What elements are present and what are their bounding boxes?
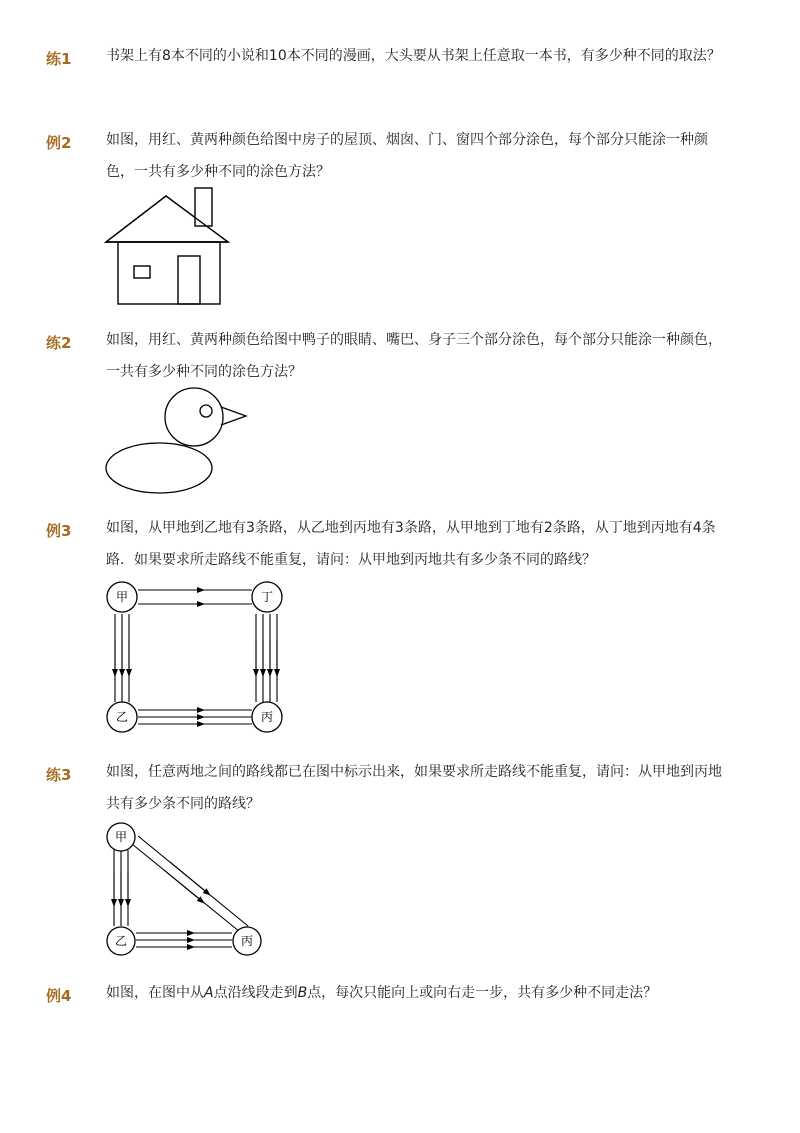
- duck-figure: [104, 386, 254, 496]
- problem-text: 如图，用红、黄两种颜色给图中鸭子的眼睛、嘴巴、身子三个部分涂色，每个部分只能涂一种颜色，一共有多少种不同的涂色方法？: [106, 332, 722, 380]
- text-before: 如图，在图中从: [106, 985, 204, 1001]
- route-diagram-practice-3: [104, 822, 266, 960]
- node-yi-label: 乙: [114, 934, 128, 948]
- problem-tag: 例4: [46, 987, 72, 1005]
- node-jia-label: 甲: [115, 590, 129, 604]
- problem-tag: 例2: [46, 134, 72, 152]
- route-diagram-example-3: [104, 580, 294, 738]
- text-middle: 点沿线段走到: [213, 985, 298, 1001]
- house-chimney: [195, 188, 212, 226]
- house-door: [178, 256, 200, 304]
- problem-text: [106, 977, 726, 1009]
- node-jia-label: 甲: [114, 830, 128, 844]
- problem-text: 如图，从甲地到乙地有3条路，从乙地到丙地有3条路，从甲地到丁地有2条路，从丁地到丙地有4条路．如果要求所走路线不能重复，请问：从甲地到丙地共有多少条不同的路线？: [106, 520, 716, 568]
- problem-tag: 练1: [46, 50, 72, 68]
- problem-tag: 例3: [46, 522, 72, 540]
- node-bing-label: 丙: [260, 710, 274, 724]
- duck-beak: [221, 407, 246, 425]
- problem-text: 如图，用红、黄两种颜色给图中房子的屋顶、烟囱、门、窗四个部分涂色，每个部分只能涂一种颜色，一共有多少种不同的涂色方法？: [106, 132, 708, 180]
- point-a-label: A: [204, 985, 214, 1001]
- problem-tag: 练2: [46, 334, 72, 352]
- house-figure: [104, 186, 234, 308]
- text-after: 点，每次只能向上或向右走一步，共有多少种不同走法？: [307, 985, 658, 1001]
- problem-text: 如图，任意两地之间的路线都已在图中标示出来，如果要求所走路线不能重复，请问：从甲地到丙地共有多少条不同的路线？: [106, 764, 722, 812]
- point-b-label: B: [297, 985, 308, 1001]
- house-window: [134, 266, 150, 278]
- node-yi-label: 乙: [115, 710, 129, 724]
- duck-head: [165, 388, 223, 446]
- node-ding-label: 丁: [260, 590, 274, 604]
- problem-text: 书架上有8本不同的小说和10本不同的漫画，大头要从书架上任意取一本书，有多少种不同的取法？: [106, 48, 721, 64]
- problem-tag: 练3: [46, 766, 72, 784]
- node-bing-label: 丙: [240, 934, 254, 948]
- duck-body: [106, 443, 212, 493]
